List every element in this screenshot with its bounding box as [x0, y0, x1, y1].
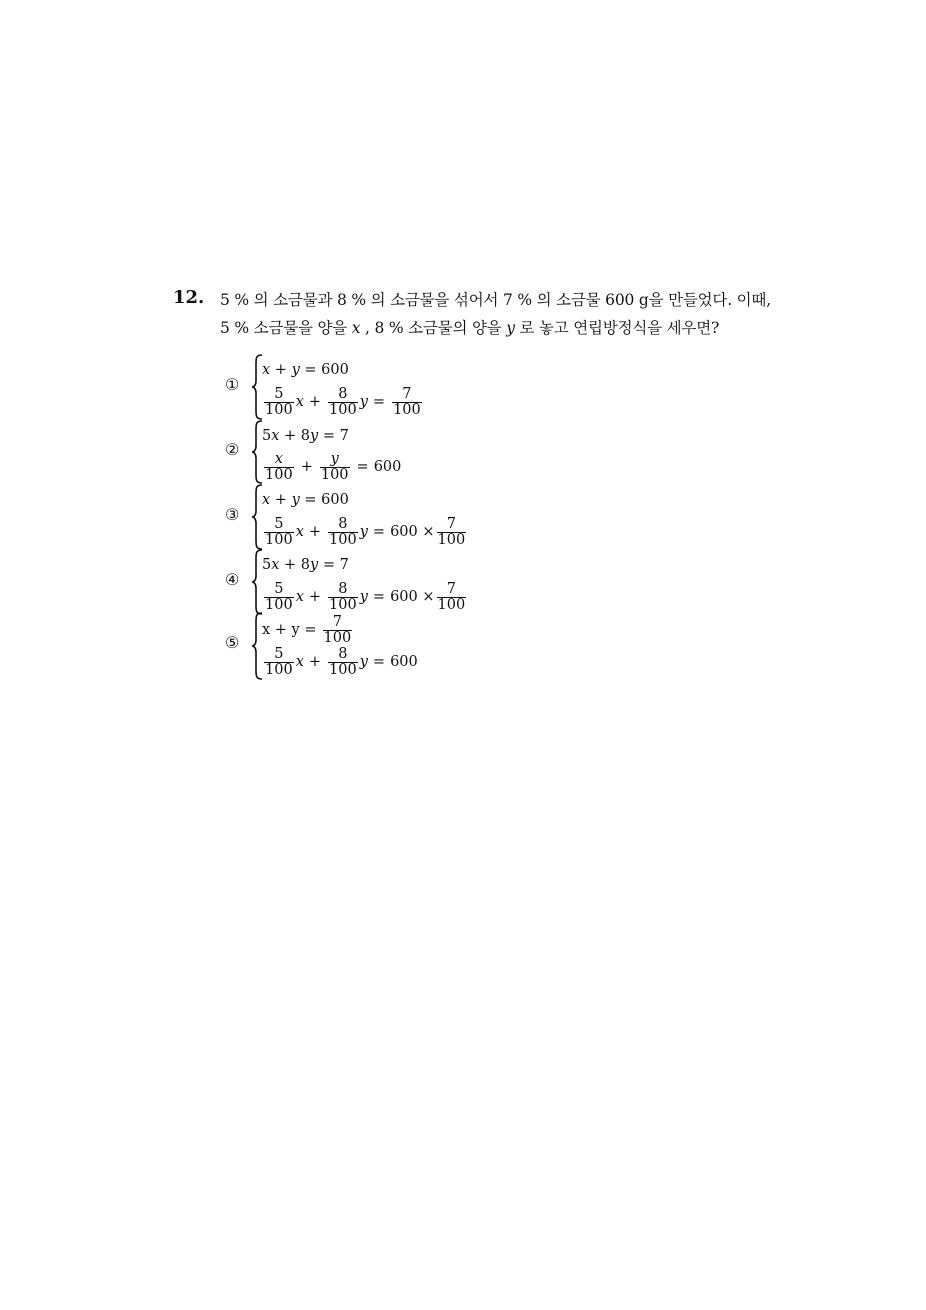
equation-2: $\frac{5}{100}$ x + $\frac{8}{100}$ y = 600 × $\frac{7}{100}$ — [265, 580, 466, 613]
equation-1: x + y = $\frac{7}{100}$ — [262, 613, 352, 646]
choice-5-label: ⑤ — [225, 633, 240, 652]
choice-3-label: ③ — [225, 505, 240, 524]
question-text-segment: , 8 % 소금물의 양을 — [360, 319, 507, 337]
choice-4-label: ④ — [225, 570, 240, 589]
equation-1: x + y = 600 — [262, 492, 349, 508]
question-number: 12. — [173, 287, 205, 308]
choice-2-label: ② — [225, 440, 240, 459]
equation-1: 5x + 8y = 7 — [262, 557, 349, 573]
question-text-line-2 — [220, 316, 719, 338]
choice-1-label: ① — [225, 375, 240, 394]
equation-1: x + y = 600 — [262, 362, 349, 378]
question-text-segment: 5 % 소금물을 양을 — [220, 319, 352, 337]
variable-x: x — [351, 319, 361, 337]
equation-2: $\frac{5}{100}$ x + $\frac{8}{100}$ y = 600 — [265, 645, 418, 678]
equation-2: $\frac{5}{100}$ x + $\frac{8}{100}$ y = 600 × $\frac{7}{100}$ — [265, 515, 466, 548]
equation-2: $\frac{5}{100}$ x + $\frac{8}{100}$ y = $\frac{7}{100}$ — [265, 385, 421, 418]
question-text-line-1: 5 % 의 소금물과 8 % 의 소금물을 섞어서 7 % 의 소금물 600 g을 만들었다. 이때, — [220, 291, 771, 309]
equation-1: 5x + 8y = 7 — [262, 428, 349, 444]
equation-2: $\frac{x}{100}$ + $\frac{y}{100}$ = 600 — [265, 450, 402, 483]
variable-y: y — [506, 319, 515, 337]
question-text-segment: 로 놓고 연립방정식을 세우면? — [514, 319, 720, 337]
